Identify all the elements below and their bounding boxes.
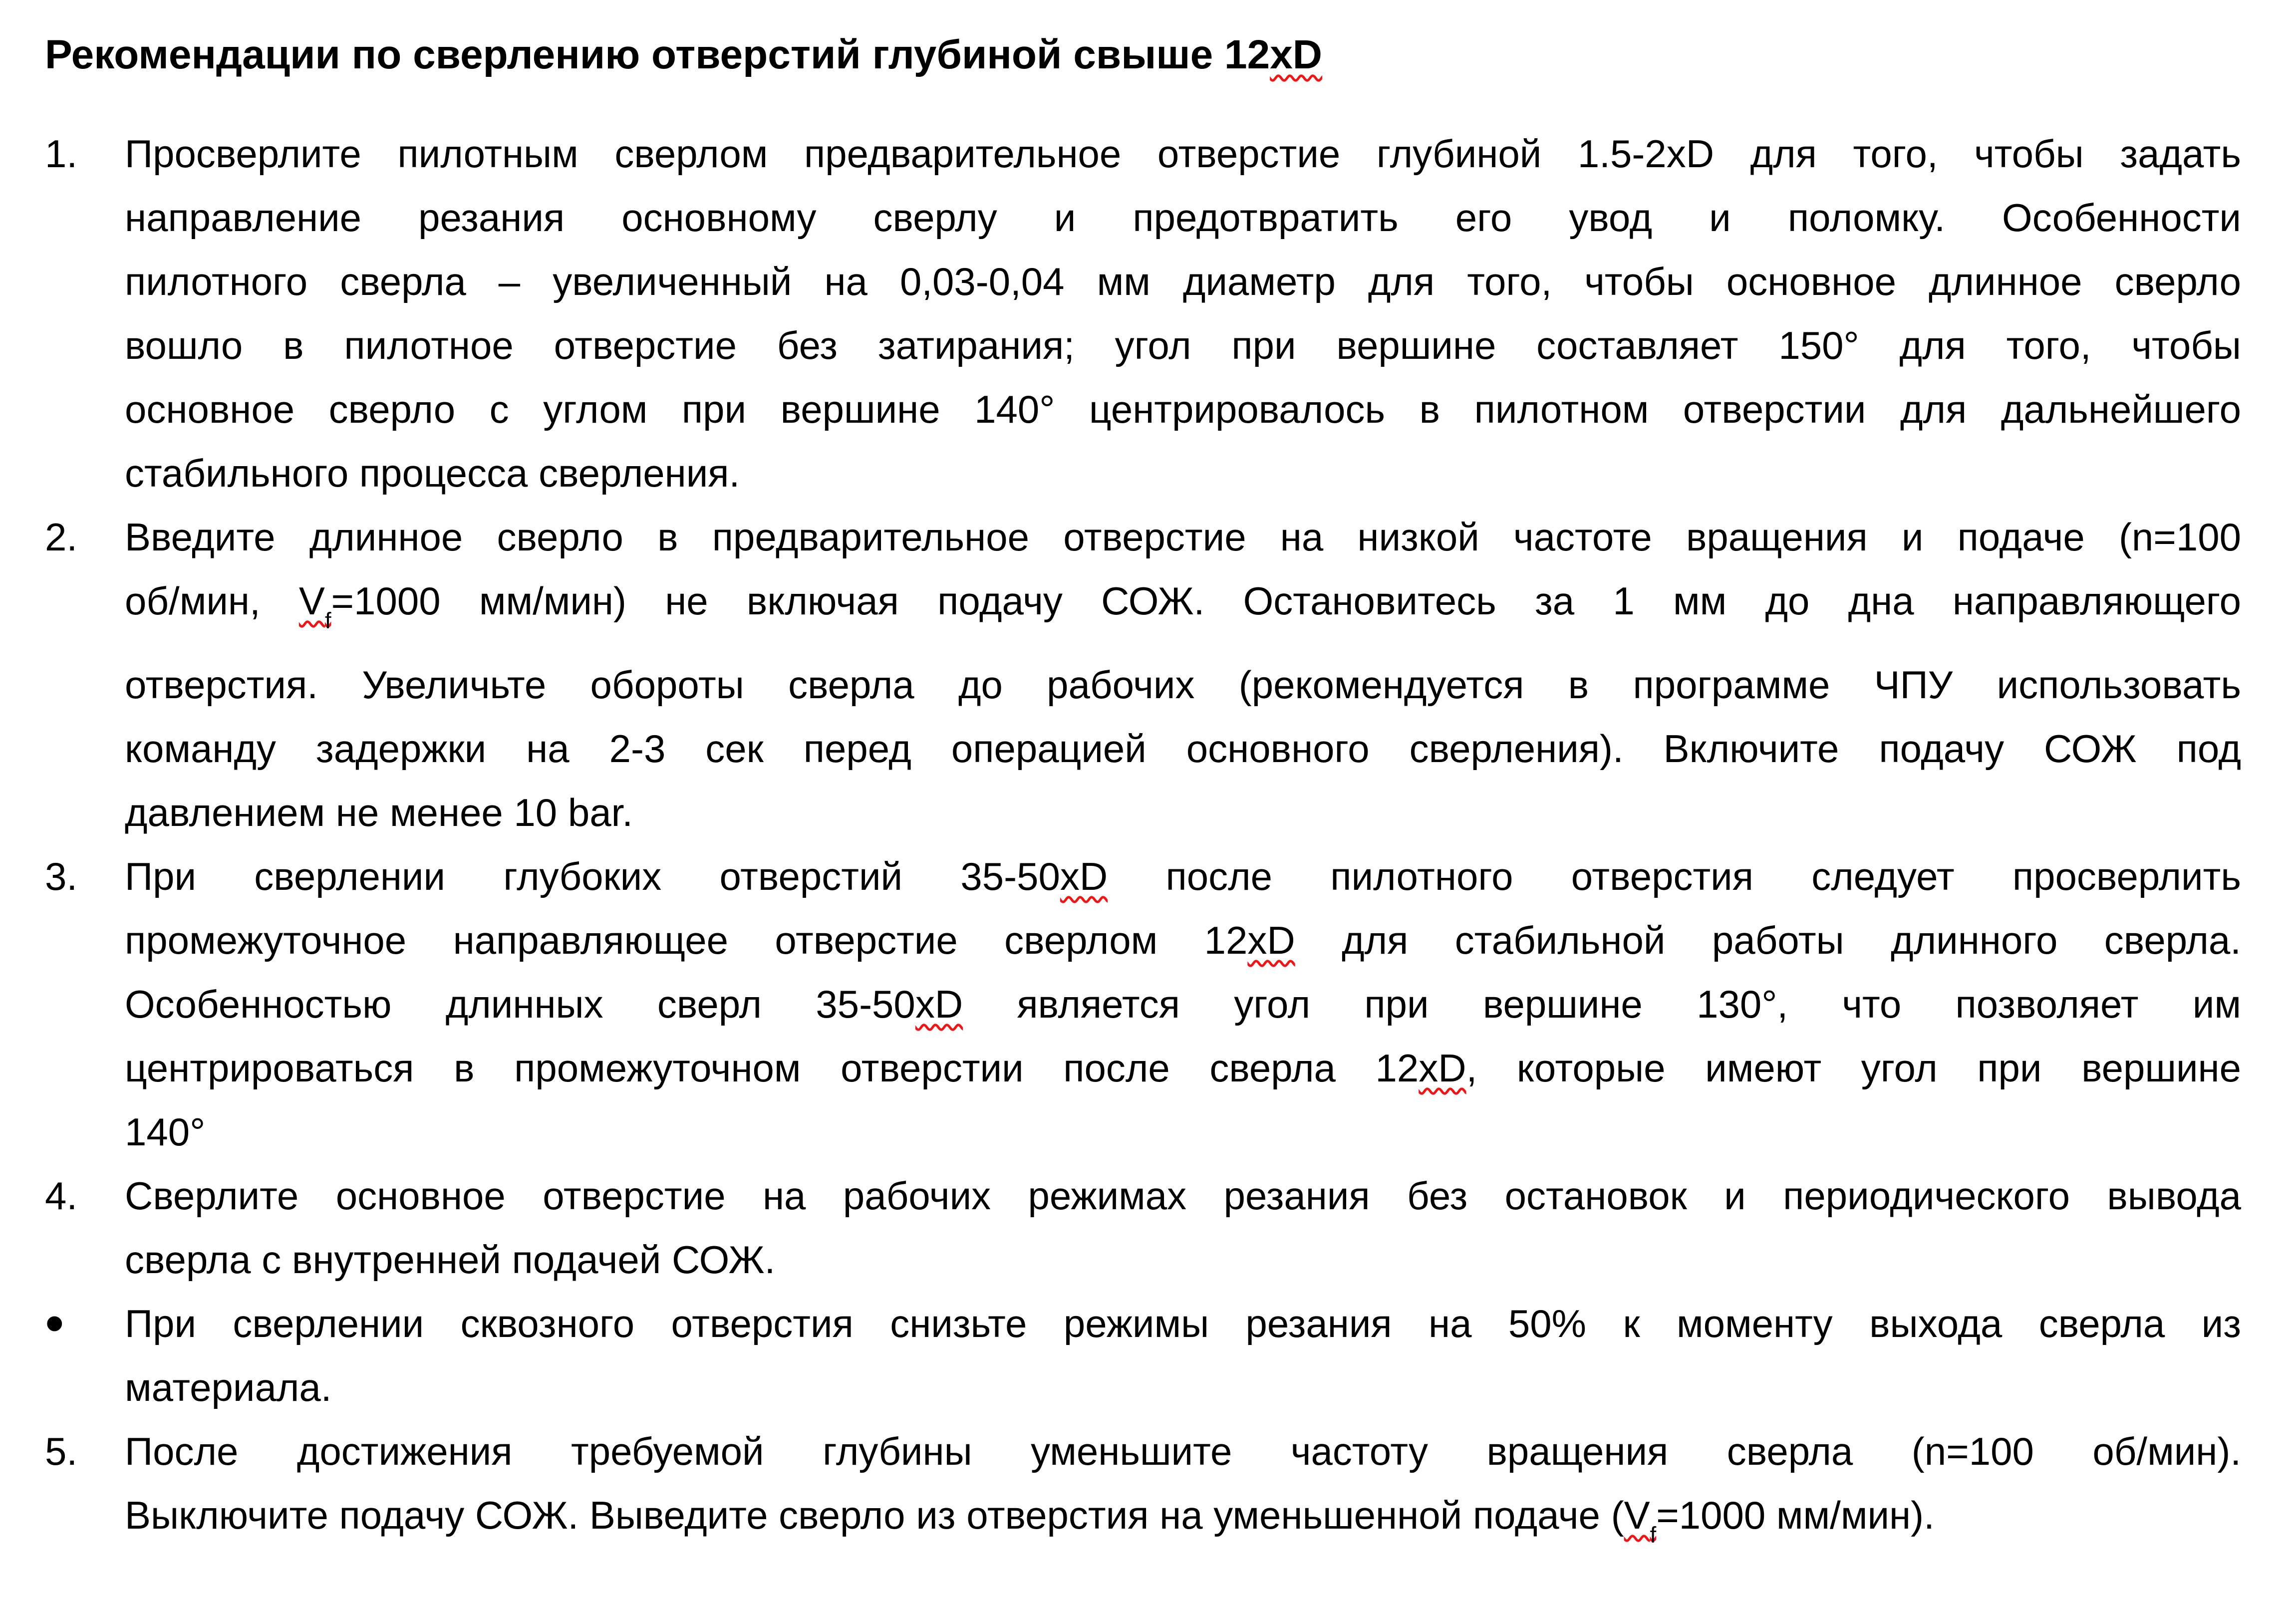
subscript-text: f [324, 608, 331, 634]
text-line [125, 1483, 2241, 1567]
text-run: после пилотного отверстия следует просверлить [1108, 854, 2241, 899]
text-line [125, 1036, 2241, 1100]
text-line [125, 1355, 2241, 1419]
text-line [125, 250, 2241, 313]
text-run: стабильного процесса сверления. [125, 451, 740, 495]
text-run: центрироваться в промежуточном отверстии после сверла 12 [125, 1046, 1419, 1090]
text-line [125, 653, 2241, 717]
text-run: При сверлении сквозного отверстия снизьте режимы резания на 50% к моменту выхода сверла из [125, 1302, 2241, 1346]
text-run: xD [1247, 918, 1295, 963]
text-run: промежуточное направляющее отверстие сверлом 12 [125, 918, 1248, 963]
text-run: xD [915, 982, 963, 1027]
list-item [45, 1164, 2241, 1292]
text-segment [125, 1110, 205, 1154]
misspelled-word [1419, 1046, 1466, 1090]
text-segment [1466, 1046, 2241, 1090]
text-run: давлением не менее 10 bar. [125, 791, 633, 835]
text-line [125, 1292, 2241, 1355]
text-segment [1108, 854, 2241, 898]
text-segment [125, 663, 2241, 707]
text-line [125, 972, 2241, 1036]
number-marker: 2. [45, 515, 78, 559]
text-run: команду задержки на 2-3 сек перед операцией основного сверления). Включите подачу СОЖ под [125, 727, 2241, 771]
text-run: =1000 мм/мин). [1656, 1493, 1935, 1538]
text-run: Особенностью длинных сверл 35-50 [125, 982, 915, 1027]
text-segment [125, 727, 2241, 771]
text-line [125, 186, 2241, 250]
text-segment [125, 1238, 775, 1282]
number-marker: 3. [45, 854, 78, 899]
text-run: xD [1060, 854, 1108, 899]
text-line [125, 569, 2241, 653]
text-run: Выключите подачу СОЖ. Выведите сверло из отверстия на уменьшенной подаче ( [125, 1493, 1624, 1538]
text-run: V [1624, 1493, 1650, 1538]
text-line [125, 1100, 2241, 1164]
text-segment [125, 451, 740, 495]
text-segment [45, 32, 1270, 77]
text-run: , которые имеют угол при вершине [1466, 1046, 2241, 1090]
text-segment [125, 1302, 2241, 1345]
number-marker: 4. [45, 1174, 78, 1218]
recommendation-list [45, 122, 2241, 1567]
text-segment [125, 196, 2241, 240]
text-run: 140° [125, 1110, 206, 1154]
item-body [125, 844, 2241, 1164]
text-segment [125, 1365, 331, 1409]
text-segment [963, 982, 2241, 1026]
text-run: для стабильной работы длинного сверла. [1295, 918, 2241, 963]
list-item [45, 122, 2241, 505]
text-line [125, 908, 2241, 972]
document-title [45, 23, 2241, 87]
text-run: является угол при вершине 130°, что позволяет им [963, 982, 2241, 1027]
text-line [125, 122, 2241, 186]
subscript-text: f [1650, 1522, 1657, 1548]
text-segment [125, 1174, 2241, 1218]
list-item [45, 505, 2241, 844]
text-segment [125, 579, 299, 623]
text-run: Введите длинное сверло в предварительное отверстие на низкой частоте вращения и подаче (n=100 [125, 515, 2241, 559]
text-run: Рекомендации по сверлению отверстий глубиной свыше 12 [45, 32, 1270, 77]
list-item [45, 844, 2241, 1164]
item-body [125, 1419, 2241, 1567]
text-run: отверстия. Увеличьте обороты сверла до рабочих (рекомендуется в программе ЧПУ использовать [125, 663, 2241, 707]
text-line [125, 505, 2241, 569]
item-body [125, 1292, 2241, 1419]
bullet-marker: • [45, 1293, 64, 1354]
text-run: пилотного сверла – увеличенный на 0,03-0,04 мм диаметр для того, чтобы основное длинное сверло [125, 260, 2241, 303]
text-segment [125, 1429, 2241, 1473]
misspelled-word [1060, 854, 1108, 898]
text-segment [1656, 1493, 1935, 1537]
text-run: материала. [125, 1365, 332, 1410]
number-marker: 5. [45, 1429, 78, 1474]
text-segment [125, 1046, 1419, 1090]
text-line [125, 844, 2241, 908]
text-run: Просверлите пилотным сверлом предварительное отверстие глубиной 1.5-2xD для того, чтобы задать [125, 132, 2241, 176]
text-segment [1295, 918, 2241, 962]
text-segment [125, 918, 1247, 962]
text-run: После достижения требуемой глубины уменьшите частоту вращения сверла (n=100 об/мин). [125, 1429, 2241, 1474]
text-run: V [298, 579, 325, 623]
text-run: xD [1270, 32, 1323, 77]
item-body [125, 1164, 2241, 1292]
text-segment [125, 515, 2241, 559]
text-segment [125, 982, 915, 1026]
text-run: направление резания основному сверлу и предотвратить его увод и поломку. Особенности [125, 196, 2241, 240]
item-body [125, 505, 2241, 844]
item-body [125, 122, 2241, 505]
text-run: При сверлении глубоких отверстий 35-50 [125, 854, 1060, 899]
text-run: Сверлите основное отверстие на рабочих режимах резания без остановок и периодического вывода [125, 1174, 2241, 1218]
text-line [125, 313, 2241, 377]
list-item [45, 1292, 2241, 1419]
text-segment [125, 854, 1060, 898]
misspelled-word [1624, 1493, 1657, 1548]
text-segment [125, 791, 633, 834]
misspelled-word [915, 982, 963, 1026]
text-line [125, 441, 2241, 505]
misspelled-word [1247, 918, 1295, 962]
number-marker: 1. [45, 132, 78, 176]
text-run: основное сверло с углом при вершине 140° центрировалось в пилотном отверстии для дальнейшего [125, 387, 2241, 431]
text-segment [125, 1493, 1624, 1537]
text-line [125, 1228, 2241, 1292]
text-line [125, 781, 2241, 844]
list-item [45, 1419, 2241, 1567]
text-line [125, 1419, 2241, 1483]
text-run: вошло в пилотное отверстие без затирания; угол при вершине составляет 150° для того, чтобы [125, 323, 2241, 367]
text-run: =1000 мм/мин) не включая подачу СОЖ. Остановитесь за 1 мм до дна направляющего [331, 579, 2241, 623]
misspelled-word [1270, 32, 1322, 77]
text-line [125, 717, 2241, 781]
text-line [125, 377, 2241, 441]
text-segment [125, 260, 2241, 303]
text-run: сверла с внутренней подачей СОЖ. [125, 1238, 776, 1282]
text-line [125, 1164, 2241, 1228]
text-run: об/мин, [125, 579, 299, 623]
text-segment [125, 132, 2241, 176]
text-segment [125, 387, 2241, 431]
text-segment [125, 323, 2241, 367]
text-segment [331, 579, 2241, 623]
text-run: xD [1419, 1046, 1466, 1090]
misspelled-word [298, 579, 331, 634]
